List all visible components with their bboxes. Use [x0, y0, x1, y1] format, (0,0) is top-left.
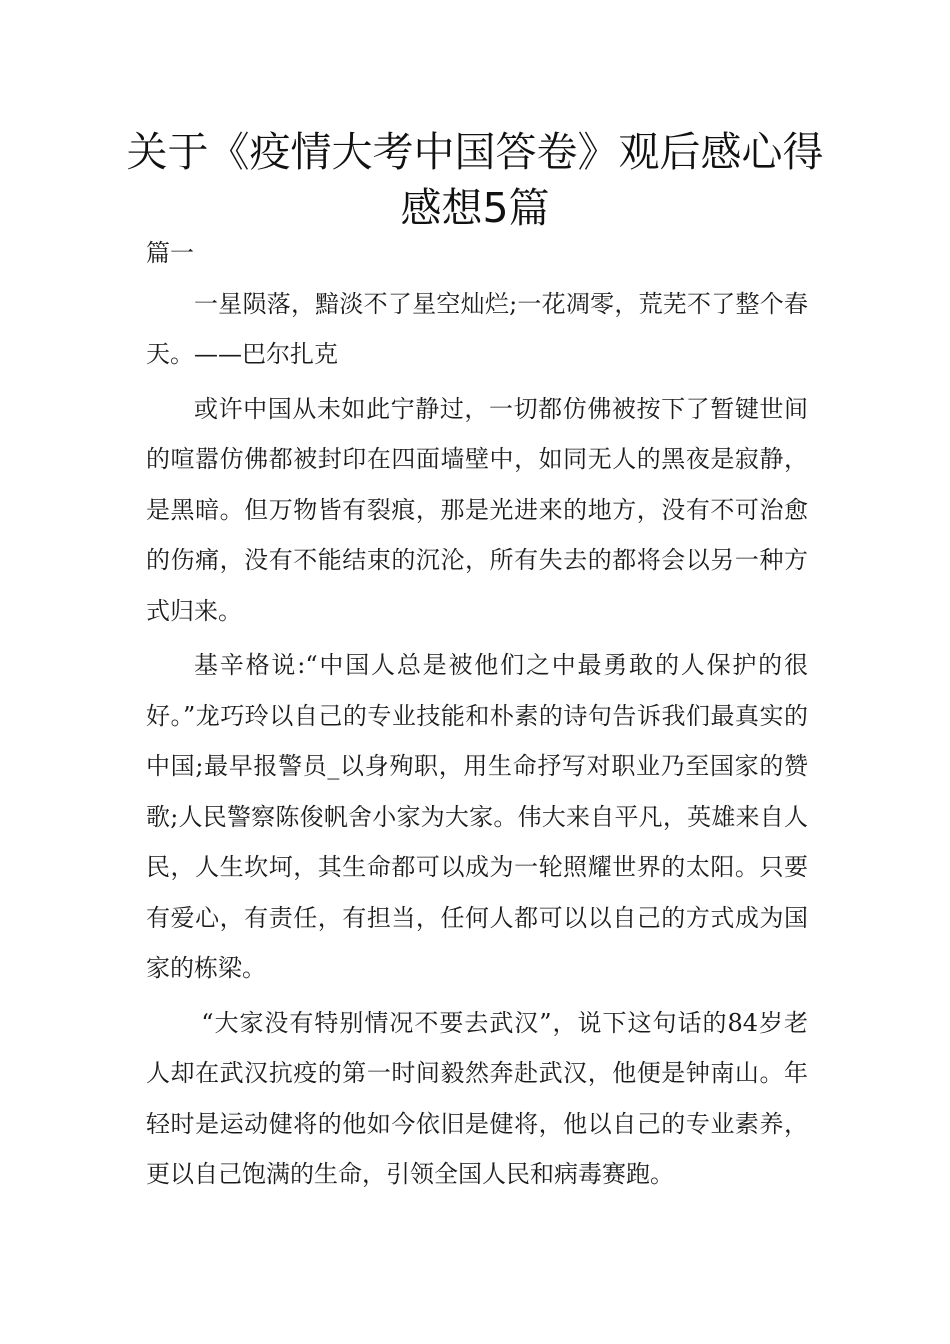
section-label: 篇一: [146, 239, 194, 267]
title-line-1: 关于《疫情大考中国答卷》观后感心得: [126, 128, 824, 176]
paragraph-3: 基辛格说:“中国人总是被他们之中最勇敢的人保护的很好。”龙巧玲以自己的专业技能和朴素的诗句告诉我们最真实的中国;最早报警员_以身殉职，用生命抒写对职业乃至国家的赞歌;人民警察陈俊帆舍小家为大家。伟大来自平凡，英雄来自人民，人生坎坷，其生命都可以成为一轮照耀世界的太阳。只要有爱心，有责任，有担当，任何人都可以以自己的方式成为国家的栋梁。: [146, 651, 808, 982]
paragraph-1: 一星陨落，黯淡不了星空灿烂;一花凋零，荒芜不了整个春天。——巴尔扎克: [146, 289, 808, 368]
paragraph-2: 或许中国从未如此宁静过，一切都仿佛被按下了暂键世间的喧嚣仿佛都被封印在四面墙壁中，如同无人的黑夜是寂静，是黑暗。但万物皆有裂痕，那是光进来的地方，没有不可治愈的伤痛，没有不能结束的沉沦，所有失去的都将会以另一种方式归来。: [146, 394, 808, 625]
document-body: [146, 228, 808, 1204]
document-title: [120, 124, 830, 236]
paragraph-4: “大家没有特别情况不要去武汉”，说下这句话的84岁老人却在武汉抗疫的第一时间毅然奔赴武汉，他便是钟南山。年轻时是运动健将的他如今依旧是健将，他以自己的专业素养，更以自己饱满的生命，引领全国人民和病毒赛跑。: [146, 1008, 808, 1188]
title-line-2: 感想5篇: [400, 184, 550, 232]
